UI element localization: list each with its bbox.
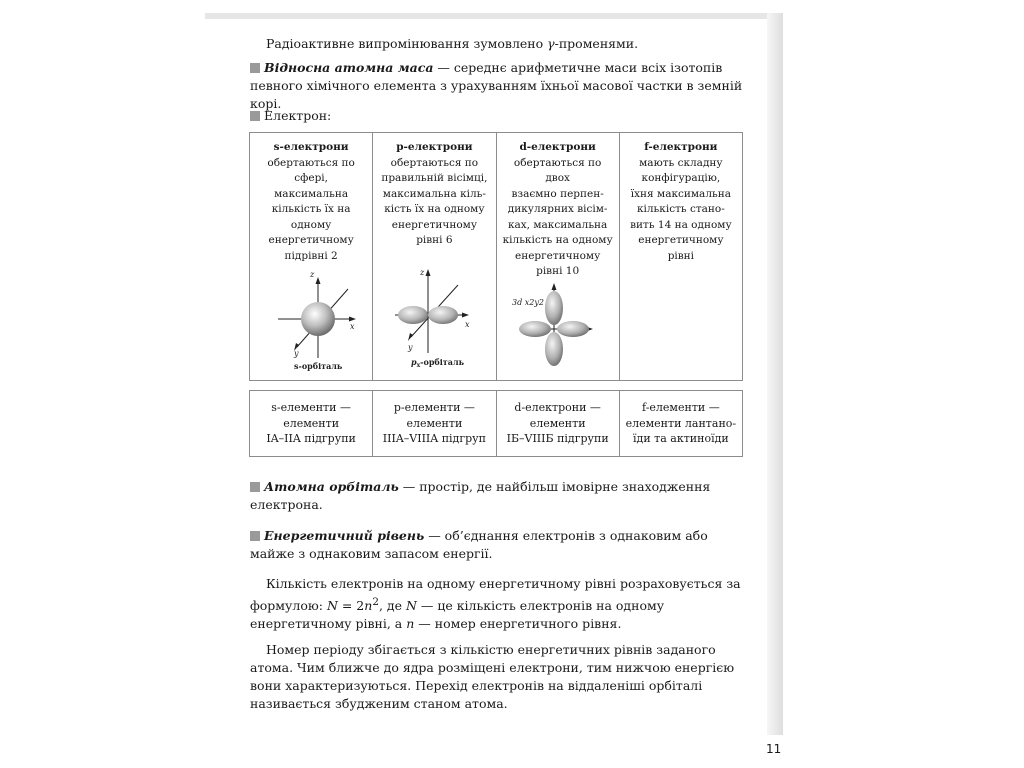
d-orbital-top-lobe [545,291,563,325]
d-orbital-diagram [497,263,620,378]
section-marker [250,111,260,121]
s-electrons-description: обертаються по сфері, максимальна кількість їх на одному енергетичному підрівні 2 [267,156,355,262]
f-elements-cell: f-елементи — елементи лантано- їди та актиноїди [625,401,737,445]
p-axis-z-label: z [420,268,425,277]
d-orbital-bottom-lobe [545,332,563,366]
electron-types-table [249,132,743,381]
formula-n-total: N [326,598,338,614]
p-axis-x-label: x [465,320,470,329]
d-orbital-label: 3d x2y2 [511,298,544,307]
period-paragraph: Номер періоду збігається з кількістю енергетичних рівнів заданого атома. Чим ближче до ядра розміщені електрони, тим нижчою енергією вони характеризуються. Перехід електронів на віддаленіші орбіталі називається збудженим станом атома. [250,642,735,711]
section-marker [250,63,260,73]
d-elements-cell: d-електрони — елементи IБ–VIIIБ підгрупи [497,391,620,456]
formula-exponent: 2 [372,596,379,608]
p-elements-cell: p-елементи — елементи IIIA–VIIIA підгруп [373,391,496,456]
s-elements-cell: s-елементи — елементи IA–IIA підгрупи [250,391,373,456]
s-orbital-caption: s-орбіталь [294,361,343,371]
atomic-orbital-definition [250,478,748,514]
s-axis-z-label: z [310,270,315,279]
p-electrons-description: обертаються по правильній вісімці, максимальна кіль- кість їх на одному енергетичному рівні 6 [381,156,488,246]
p-caption-letter: p [411,357,417,367]
electron-heading [250,107,748,125]
p-caption-subscript: x [416,362,421,369]
s-orbital-diagram [250,263,373,378]
s-axis-x-label: x [350,322,355,331]
electron-heading-text: Електрон: [264,108,332,123]
p-electrons-cell [373,133,496,380]
formula-paragraph [250,575,748,633]
formula-n-level: n [364,598,373,614]
energy-level-definition [250,527,748,563]
page-number: 11 [766,742,782,756]
formula-equals: = 2 [337,598,365,614]
page-right-edge [767,13,783,735]
f-electrons-description: мають складну конфігурацію, їхня максимальна кількість стано- вить 14 на одному енергетичному рівні [630,156,732,262]
atomic-mass-definition [250,59,748,113]
p-orbital-diagram [373,263,496,378]
p-axis-y-label: y [408,343,413,352]
section-marker [250,482,260,492]
gamma-symbol: γ [547,36,555,51]
s-orbital-sphere [301,302,335,336]
energy-level-term: Енергетичний рівень [264,528,425,543]
formula-var-n-total: N [405,598,417,614]
element-groups-table [249,390,743,457]
p-orbital-right-lobe [428,306,458,324]
d-orbital-left-lobe [519,321,551,337]
p-orbital-caption [411,357,465,369]
f-electrons-cell [620,133,742,380]
intro-text: Радіоактивне випромінювання зумовлено [266,36,548,51]
p-orbital-left-lobe [398,306,428,324]
d-orbital-right-lobe [557,321,589,337]
s-electrons-cell [250,133,373,380]
d-electrons-title: d-електрони [519,141,596,153]
atomic-mass-text: — середнє арифметичне маси всіх ізотопів певного хімічного елемента з урахуванням їхньої масової частки в земній корі. [250,60,743,111]
d-electrons-cell [497,133,620,380]
formula-var-n-level: n [406,616,415,632]
page-top-edge [205,13,775,19]
atomic-orbital-term: Атомна орбіталь [264,479,399,494]
s-axis-y-label: y [294,349,299,358]
s-electrons-title: s-електрони [273,141,349,153]
intro-paragraph [250,35,748,53]
formula-text-3: — це кількість електронів на одному енергетичному рівні, а [250,598,665,632]
p-electrons-title: p-електрони [396,141,473,153]
p-caption-rest: -орбіталь [420,357,465,367]
intro-text-end: -променями. [554,36,639,51]
section-marker [250,531,260,541]
formula-text-1: Кількість електронів на одному енергетичному рівні розраховується за формулою: [250,576,741,614]
energy-level-text: — об’єднання електронів з однаковим або майже з однаковим запасом енергії. [250,528,708,561]
f-electrons-title: f-електрони [644,141,718,153]
atomic-orbital-text: — простір, де найбільш імовірне знаходження електрона. [250,479,711,512]
atomic-mass-term: Відносна атомна маса [264,60,434,75]
formula-text-4: — номер енергетичного рівня. [414,616,622,632]
formula-text-2: , де [378,598,406,614]
d-electrons-description: обертаються по двох взаємно перпен- дикулярних вісім- ках, максимальна кількість на одному енергетичному рівні 10 [502,156,613,277]
